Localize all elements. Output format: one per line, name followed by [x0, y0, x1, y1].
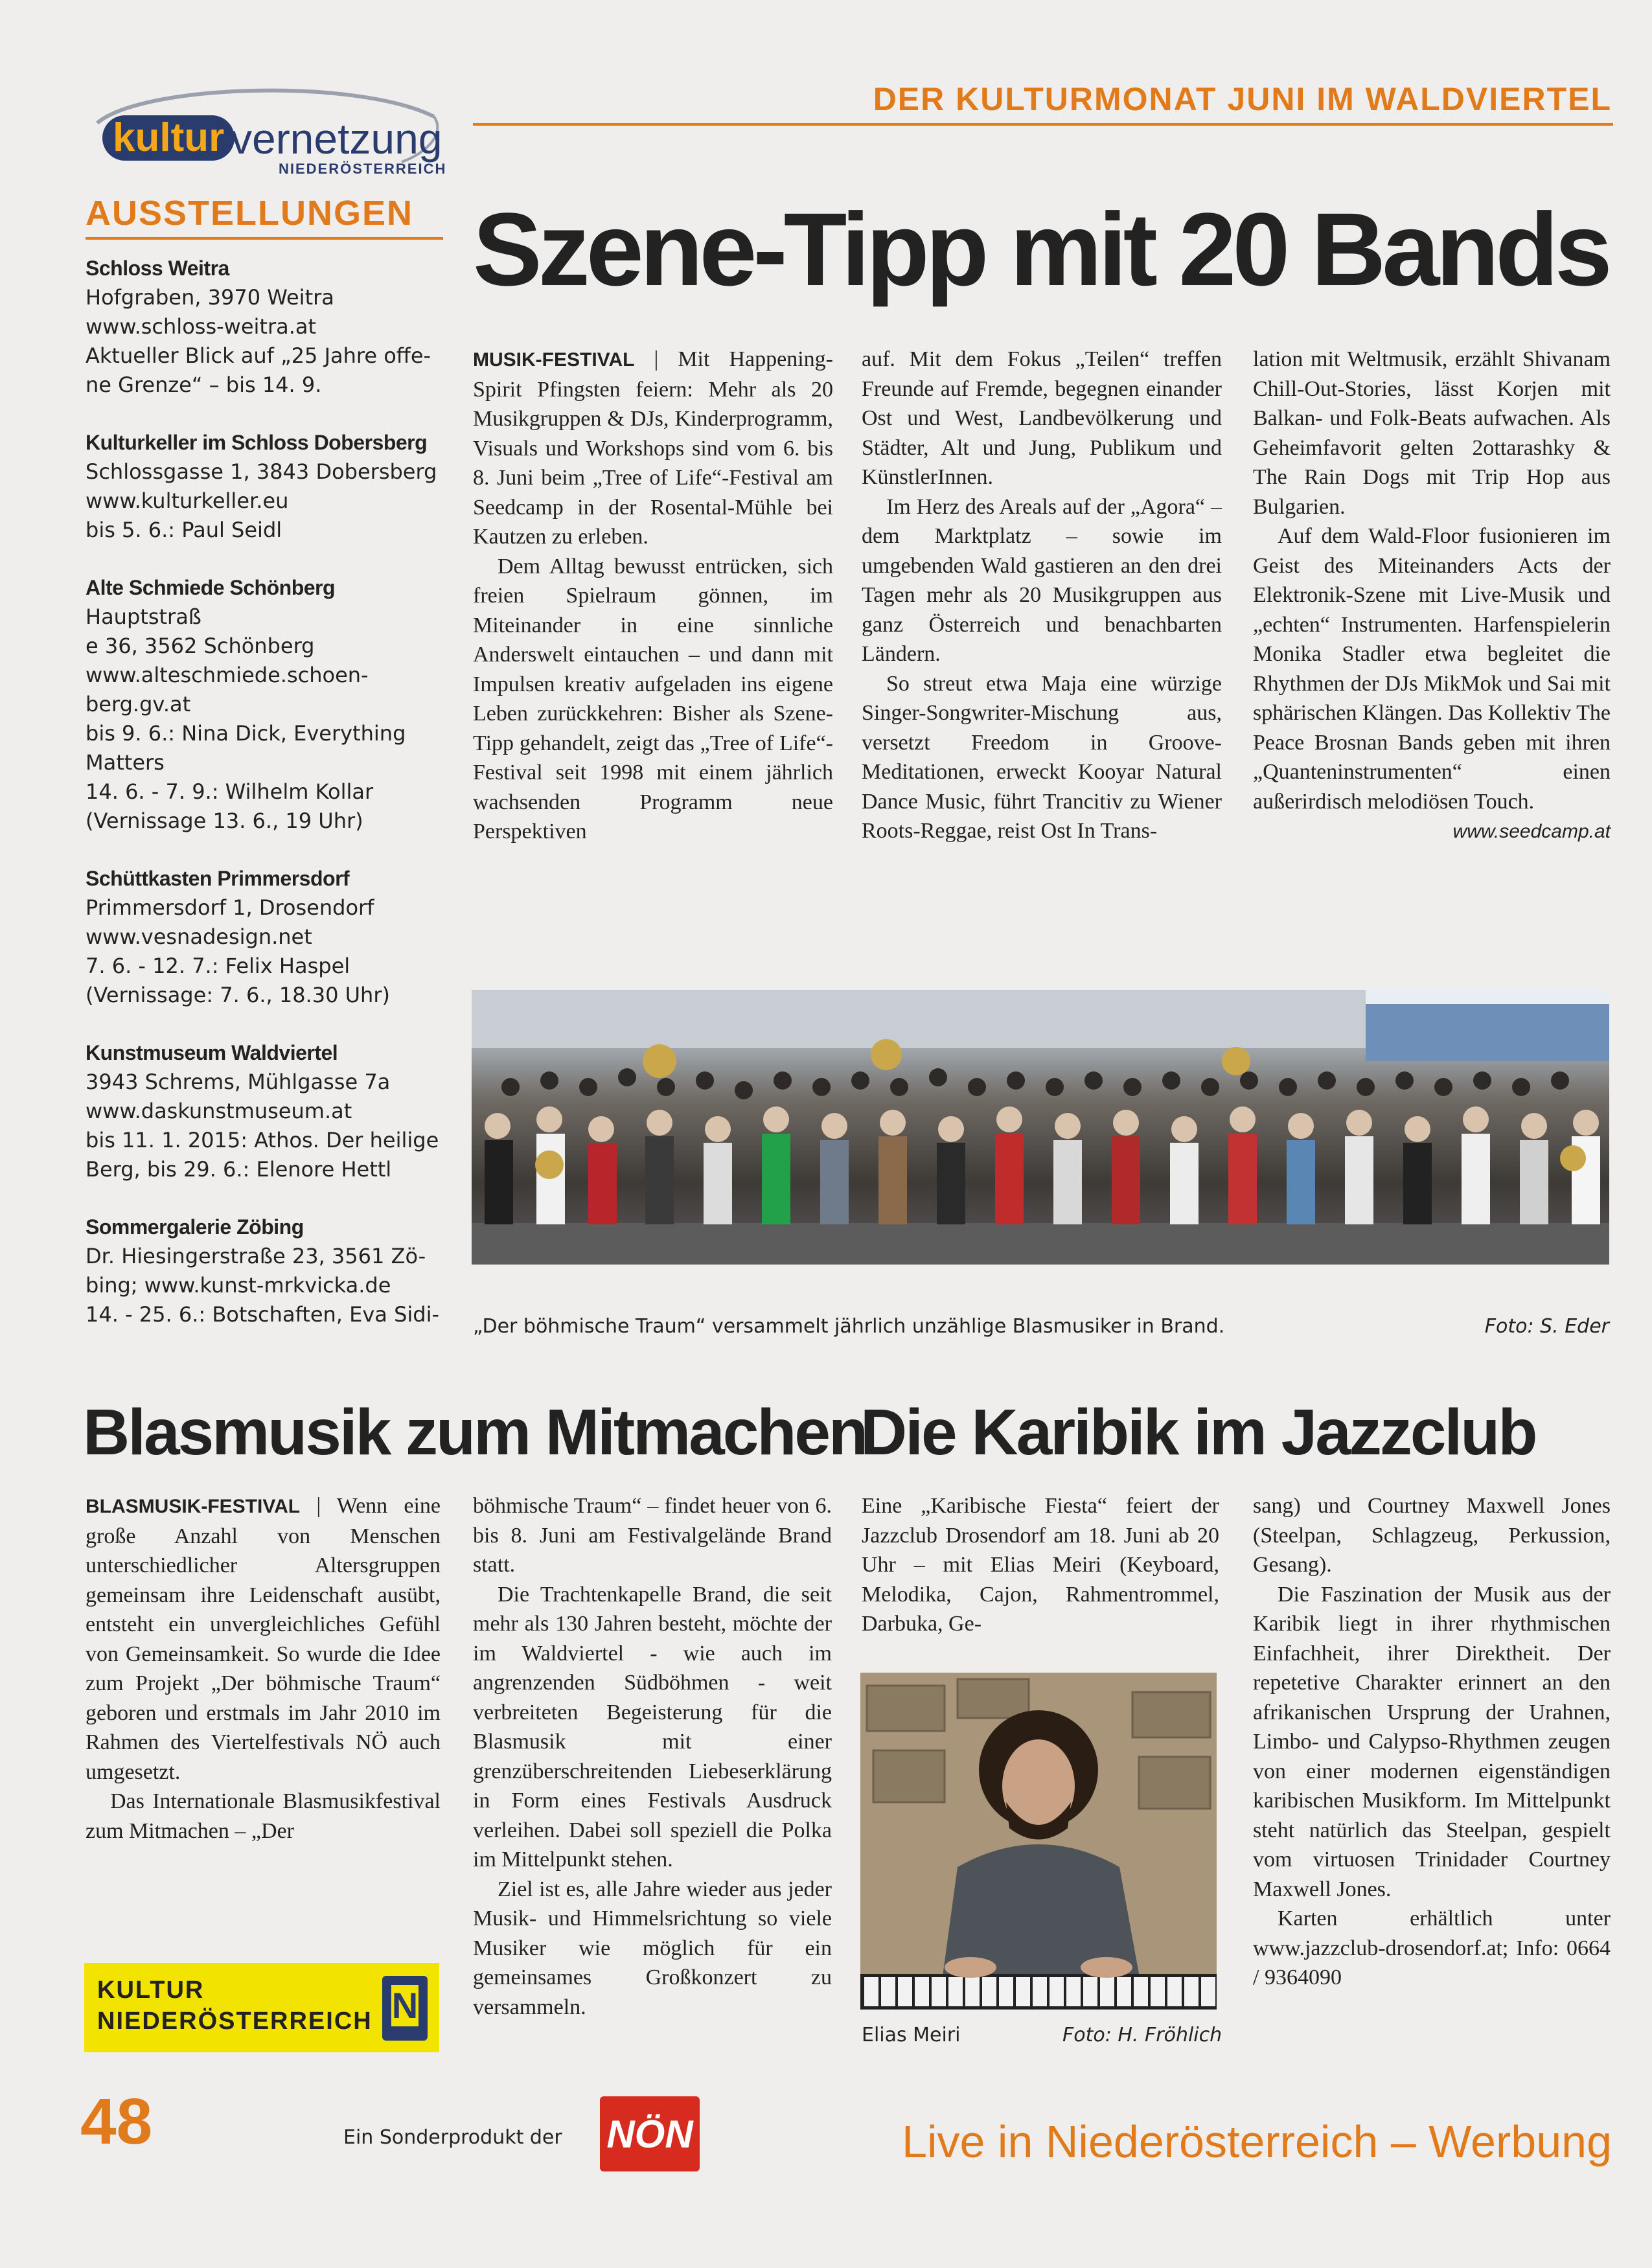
- article1-column-2: [862, 345, 1222, 846]
- paragraph: Eine „Karibische Fiesta“ feiert der Jazzclub Drosendorf am 18. Juni ab 20 Uhr – mit Elias Meiri (Keyboard, Melodika, Cajon, Rahmentrommel, Darbuka, Ge-: [862, 1494, 1219, 1636]
- section-title: AUSSTELLUNGEN: [86, 194, 414, 233]
- venue-item: [86, 864, 443, 1010]
- article1-url: www.seedcamp.at: [1452, 821, 1611, 842]
- badge-line-1: KULTUR: [97, 1976, 205, 2004]
- article3-column-1: [862, 1491, 1219, 1639]
- paragraph: sang) und Courtney Maxwell Jones (Steelpan, Schlagzeug, Perkussion, Gesang).: [1253, 1494, 1611, 1577]
- venue-line: bing; www.kunst-mrkvicka.de: [86, 1273, 391, 1298]
- article3-headline: Die Karibik im Jazzclub: [860, 1396, 1536, 1469]
- venue-item: [86, 1038, 443, 1184]
- venue-item: [86, 1213, 443, 1329]
- venue-name: Schloss Weitra: [86, 257, 229, 280]
- section-divider: [86, 237, 443, 240]
- venue-line: (Vernissage: 7. 6., 18.30 Uhr): [86, 983, 390, 1007]
- logo-vernetzung-text: vernetzung: [231, 115, 442, 163]
- paragraph: Ziel ist es, alle Jahre wieder aus jeder Musik- und Himmelsrichtung so viele Musiker wie möglich für ein gemeinsames Großkonzert zu versammeln.: [473, 1877, 832, 2019]
- paragraph: böhmische Traum“ – findet heuer von 6. bis 8. Juni am Festivalgelände Brand statt.: [473, 1494, 832, 1577]
- venue-item: [86, 254, 443, 400]
- noe-emblem-letter: N: [391, 1985, 419, 2026]
- article2-column-2: [473, 1491, 832, 2022]
- venue-line: Berg, bis 29. 6.: Elenore Hettl: [86, 1157, 392, 1182]
- venue-line: Schlossgasse 1, 3843 Dobersberg: [86, 459, 437, 484]
- logo-kultur-text: kultur: [102, 115, 235, 161]
- venue-line: Primmersdorf 1, Drosendorf: [86, 895, 374, 920]
- photo2-credit: Foto: H. Fröhlich: [1062, 2024, 1222, 2046]
- non-logo-text: NÖN: [606, 2113, 693, 2156]
- paragraph: lation mit Weltmusik, erzählt Shivanam Chill-Out-Stories, lässt Korjen mit Balkan- und Folk-Beats aufwachen. Als Geheimfavorit gelten 2ottarashky & The Rain Dogs mit Trip Hop aus Bulgarien.: [1253, 347, 1611, 519]
- article2-tag: BLASMUSIK-FESTIVAL: [86, 1496, 301, 1517]
- venue-name: Schüttkasten Primmersdorf: [86, 867, 350, 890]
- paragraph: [473, 345, 833, 552]
- paragraph: Im Herz des Areals auf der „Agora“ – dem Marktplatz – sowie im umgebenden Wald gastieren an den drei Tagen mehr als 20 Musikgruppen aus ganz Österreich und benachbarten Ländern.: [862, 494, 1222, 666]
- venue-line: Aktueller Blick auf „25 Jahre offe-: [86, 343, 431, 368]
- footer-tagline: Live in Niederösterreich – Werbung: [902, 2116, 1612, 2167]
- venue-line: www.alteschmiede.schoen-: [86, 663, 369, 687]
- page-kicker: DER KULTURMONAT JUNI IM WALDVIERTEL: [873, 81, 1612, 117]
- venue-name: Sommergalerie Zöbing: [86, 1215, 304, 1239]
- article2-headline: Blasmusik zum Mitmachen: [83, 1396, 867, 1469]
- brass-band-photo: [472, 990, 1609, 1265]
- venue-name: Alte Schmiede Schönberg: [86, 576, 336, 599]
- badge-line-2: NIEDERÖSTERREICH: [97, 2008, 373, 2035]
- noe-emblem-icon: [382, 1976, 428, 2041]
- venue-line: bis 5. 6.: Paul Seidl: [86, 518, 282, 542]
- venue-line: www.schloss-weitra.at: [86, 314, 317, 339]
- paragraph: Karten erhältlich unter www.jazzclub-drosendorf.at; Info: 0664 / 9364090: [1253, 1907, 1611, 1989]
- venue-line: 14. 6. - 7. 9.: Wilhelm Kollar: [86, 779, 374, 804]
- keyboard-player-illustration-icon: [860, 1673, 1217, 2010]
- venue-line: www.kulturkeller.eu: [86, 488, 289, 513]
- article1-headline: Szene-Tipp mit 20 Bands: [473, 191, 1609, 307]
- paragraph: Die Faszination der Musik aus der Karibik liegt in ihrer rhythmischen Einfachheit, ihrer Direktheit. Der repetetive Charakter erinnert an den afrikanischen Ursprung der Urahnen, Limbo- und Calypso-Rhythmen zeugen von einer modernen eigenständigen karibischen Musikform. Im Mittelpunkt steht natürlich das Steelpan, gespielt vom virtuosen Trinidader Courtney Maxwell Jones.: [1253, 1582, 1611, 1901]
- paragraph-text: | Wenn eine große Anzahl von Menschen unterschiedlicher Altersgruppen gemeinsam ihre Leidenschaft ausübt, entsteht ein unvergleichliches Gefühl von Gemeinsamkeit. So wurde die Idee zum Projekt „Der böhmische Traum“ geboren und erstmals im Jahr 2010 im Rahmen des Viertelfestivals NÖ auch umgesetzt.: [86, 1494, 441, 1784]
- article3-column-2: [1253, 1491, 1611, 1993]
- venue-line: e 36, 3562 Schönberg: [86, 634, 315, 658]
- article1-column-3: [1253, 345, 1611, 847]
- paragraph: Die Trachtenkapelle Brand, die seit mehr als 130 Jahren besteht, möchte der im Waldviertel - wie auch im angrenzenden Südböhmen - weit verbreiteten Begeisterung für die Blasmusik mit einer grenzüberschreitenden Liebeserklärung in Form eines Festivals Ausdruck verleihen. Dabei soll speziell die Polka im Mittelpunkt stehen.: [473, 1582, 832, 1872]
- article1-tag: MUSIK-FESTIVAL: [473, 349, 635, 371]
- venue-line: www.daskunstmuseum.at: [86, 1099, 352, 1123]
- kicker-divider: [473, 123, 1613, 126]
- venue-name: Kulturkeller im Schloss Dobersberg: [86, 431, 428, 454]
- crowd-illustration-icon: [472, 990, 1609, 1265]
- article1-column-1: [473, 345, 833, 847]
- paragraph: Dem Alltag bewusst entrücken, sich freien Spielraum gönnen, im Miteinander in eine sinnliche Anderswelt eintauchen – und dann mit Impulsen kreativ aufgeladen ins eigene Leben zurückkehren: Bisher als Szene-Tipp gehandelt, zeigt das „Tree of Life“-Festival seit 1998 mit einem jährlich wachsenden Programm neue Perspektiven: [473, 554, 833, 843]
- non-logo: [600, 2096, 700, 2171]
- article1-url-line: [1253, 816, 1611, 847]
- kulturvernetzung-logo: [84, 78, 447, 188]
- venue-line: Dr. Hiesingerstraße 23, 3561 Zö-: [86, 1244, 426, 1268]
- venue-line: www.vesnadesign.net: [86, 924, 312, 949]
- venue-line: 3943 Schrems, Mühlgasse 7a: [86, 1070, 391, 1094]
- venue-line: bis 11. 1. 2015: Athos. Der heilige: [86, 1128, 439, 1152]
- photo1-credit: Foto: S. Eder: [1484, 1315, 1609, 1338]
- paragraph: So streut etwa Maja eine würzige Singer-Songwriter-Mischung aus, versetzt Freedom in Groove-Meditationen, erweckt Kooyar Natural Dance Music, führt Trancitiv zu Wiener Roots-Reggae, reist Ost In Trans-: [862, 671, 1222, 843]
- venue-line: Hauptstraß: [86, 604, 201, 629]
- venue-line: (Vernissage 13. 6., 19 Uhr): [86, 808, 363, 833]
- venue-line: bis 9. 6.: Nina Dick, Everything: [86, 721, 406, 746]
- venue-item: [86, 573, 443, 836]
- logo-subtitle: NIEDERÖSTERREICH: [279, 161, 447, 177]
- venue-line: Hofgraben, 3970 Weitra: [86, 285, 334, 310]
- venue-line: ne Grenze“ – bis 14. 9.: [86, 372, 322, 397]
- photo1-caption: „Der böhmische Traum“ versammelt jährlich unzählige Blasmusiker in Brand.: [473, 1315, 1225, 1338]
- page-number: 48: [80, 2085, 153, 2158]
- paragraph: [86, 1491, 441, 1787]
- elias-meiri-photo: [860, 1673, 1217, 2010]
- kultur-niederoesterreich-badge: [84, 1963, 439, 2052]
- paragraph: auf. Mit dem Fokus „Teilen“ treffen Freunde auf Fremde, begegnen einander Ost und West, Landbevölkerung und Städter, Alt und Jung, Publikum und KünstlerInnen.: [862, 347, 1222, 489]
- venue-line: 7. 6. - 12. 7.: Felix Haspel: [86, 954, 350, 978]
- venue-line: berg.gv.at: [86, 692, 191, 716]
- venue-line: 14. - 25. 6.: Botschaften, Eva Sidi-: [86, 1302, 440, 1327]
- footer-sonderprodukt: Ein Sonderprodukt der: [343, 2126, 562, 2149]
- venue-item: [86, 428, 443, 545]
- venue-line: Matters: [86, 750, 165, 775]
- article2-column-1: [86, 1491, 441, 1846]
- paragraph: Auf dem Wald-Floor fusionieren im Geist des Miteinanders Acts der Elektronik-Szene mit Live-Musik und „echten“ Instrumenten. Harfenspielerin Monika Stadler etwa begleitet die Rhythmen der DJs MikMok und Sai mit sphärischen Klängen. Das Kollektiv The Peace Brosnan Bands geben mit ihren „Quanteninstrumenten“ einen außerirdisch melodiösen Touch.: [1253, 524, 1611, 814]
- badge-text: [97, 1975, 373, 2037]
- photo2-caption: Elias Meiri: [862, 2024, 961, 2046]
- paragraph: Das Internationale Blasmusikfestival zum Mitmachen – „Der: [86, 1789, 441, 1843]
- venue-name: Kunstmuseum Waldviertel: [86, 1041, 338, 1064]
- paragraph-text: | Mit Happening-Spirit Pfingsten feiern: Mehr als 20 Musikgruppen & DJs, Kinderprogramm, Visuals und Workshops sind vom 6. bis 8. Juni beim „Tree of Life“-Festival am Seedcamp in der Rosental-Mühle bei Kautzen zu erleben.: [473, 347, 833, 549]
- exhibitions-sidebar: [86, 254, 443, 1358]
